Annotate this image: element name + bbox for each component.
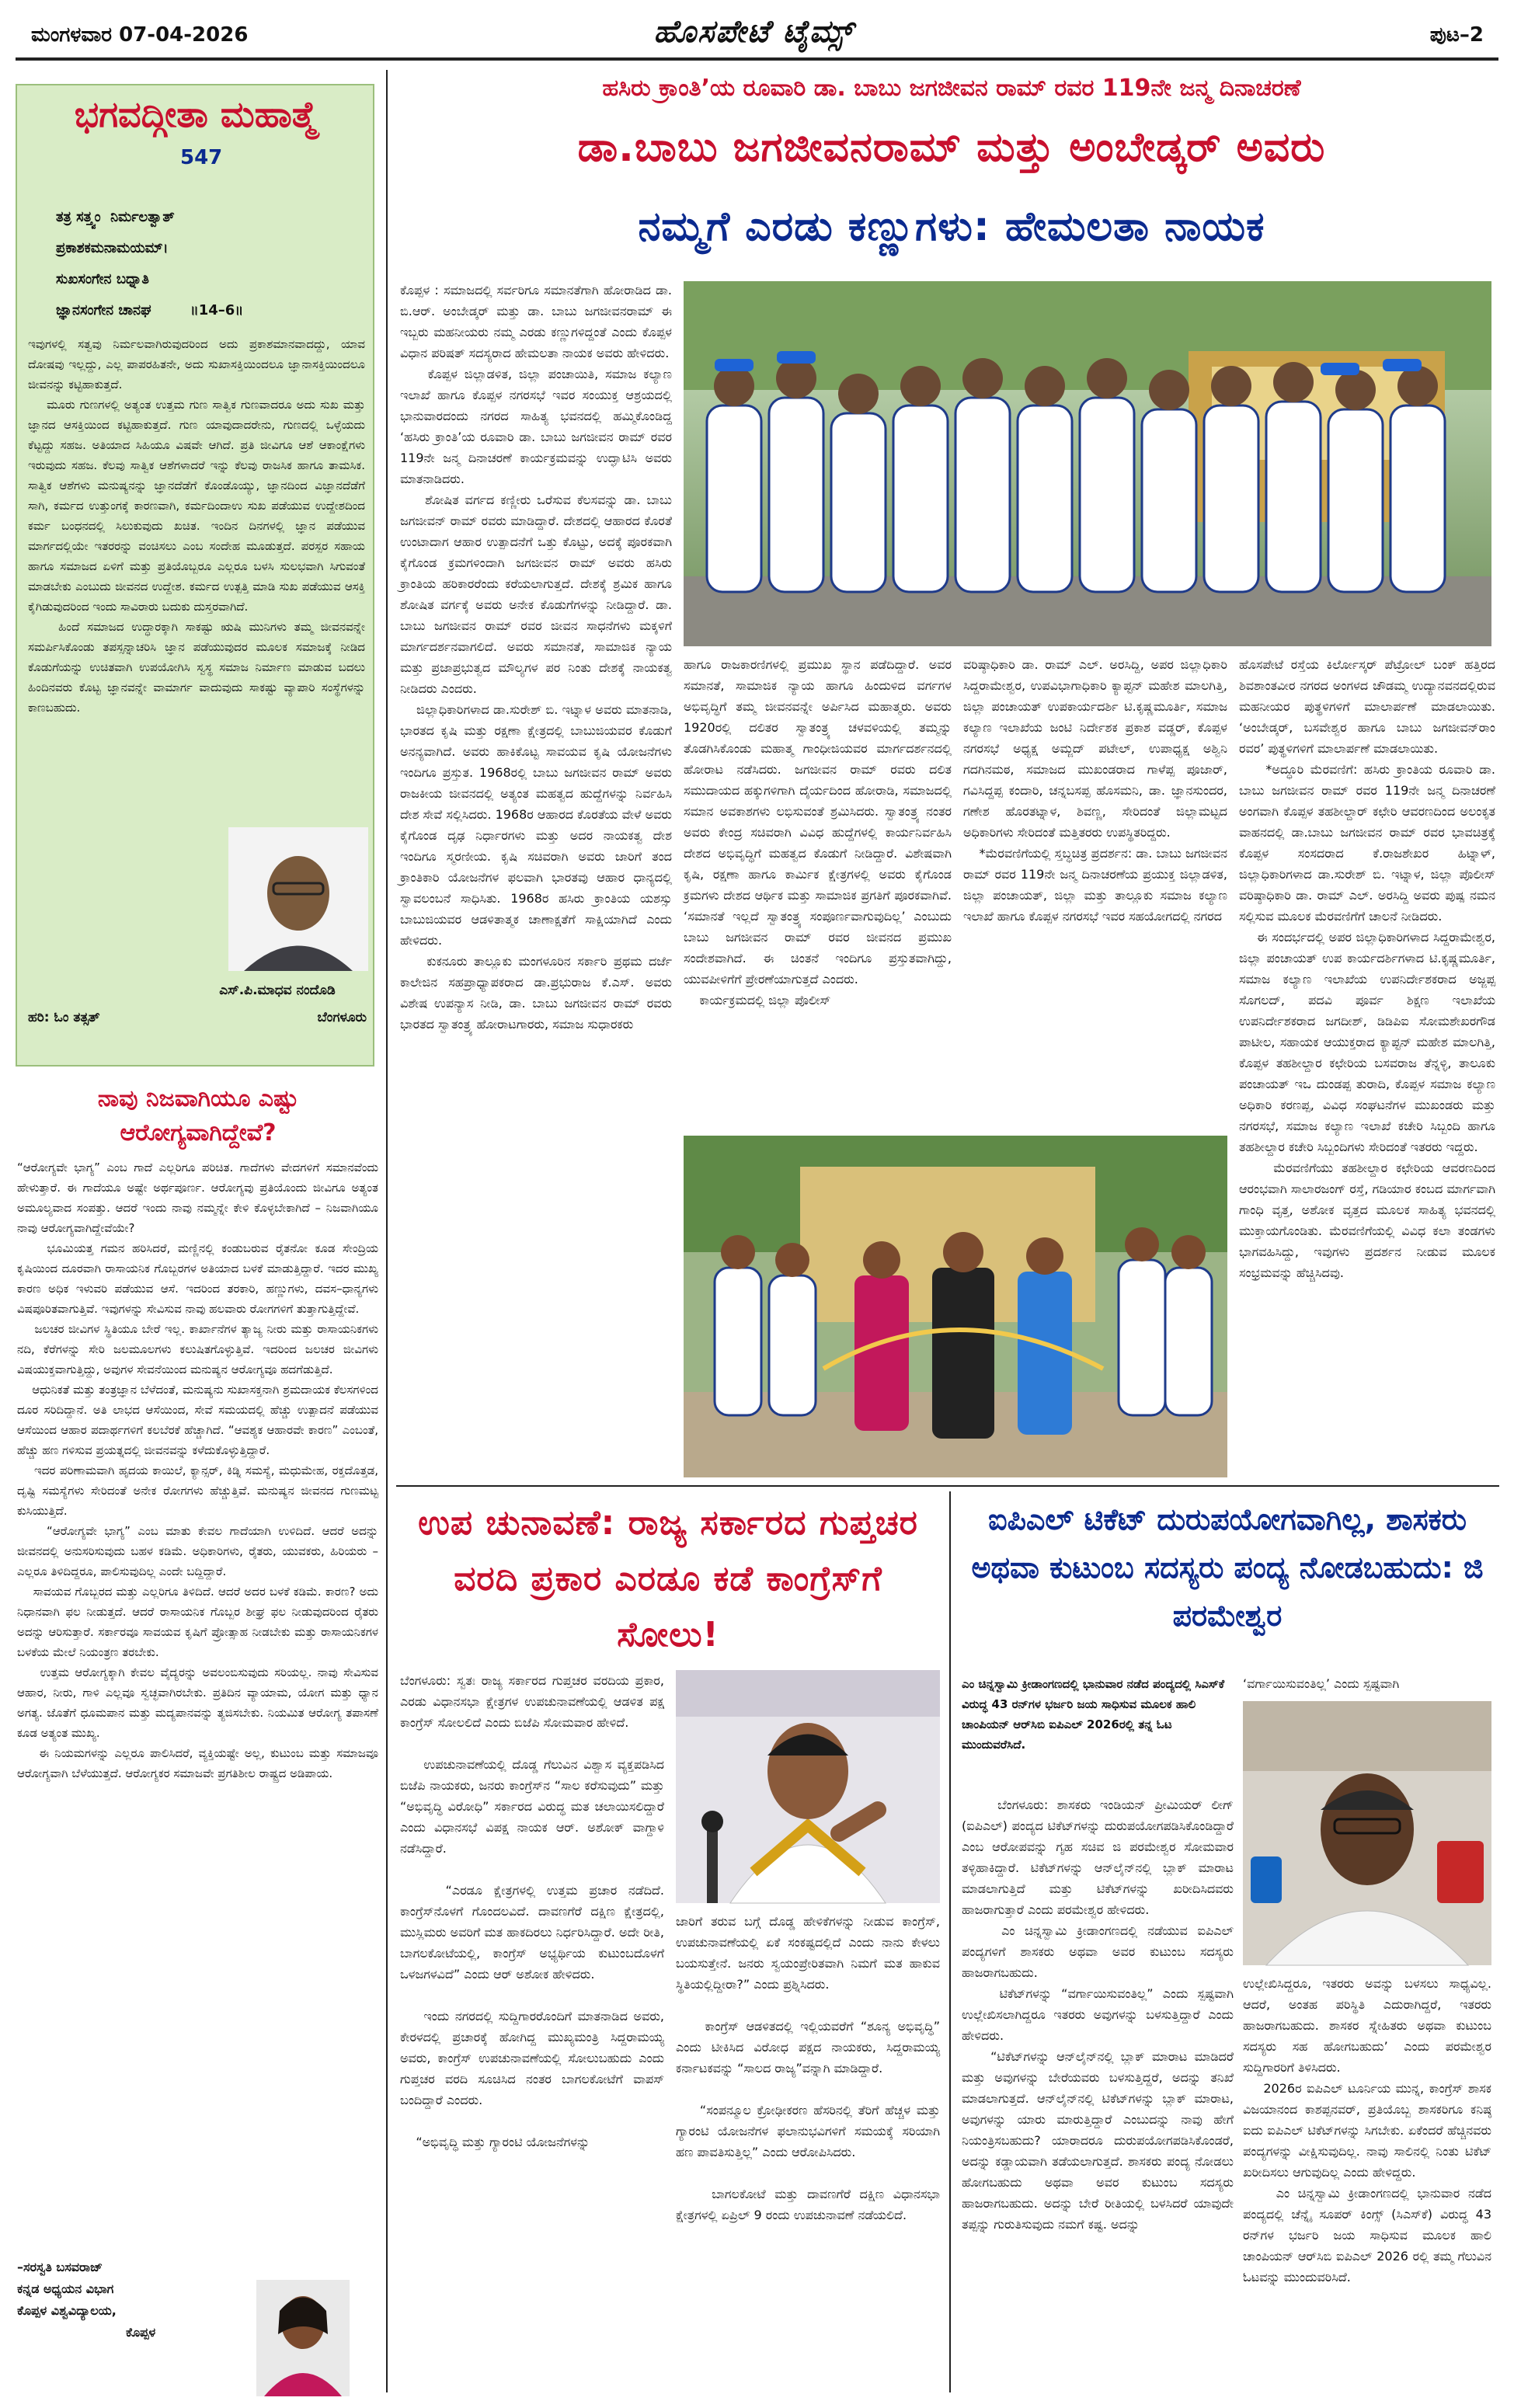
gita-author-photo	[228, 827, 368, 971]
lead-story-col-4: ಹೊಸಪೇಟೆ ರಸ್ತೆಯ ಕಿರ್ಲೋಸ್ಕರ್ ಪೆಟ್ರೋಲ್ ಬಂಕ್ ಹತ್ತಿರದ ಶಿವಶಾಂತವೀರ ನಗರದ ಅಂಗಳದ ಚೌಡಮ್ಮ ಉದ್ಯಾನವನದಲ್ಲಿರುವ ಮಹನೀಯರ ಪುತ್ಥಳಿಗಳಿಗೆ ಮಾಲಾರ್ಪಣೆ ಮಾಡಲಾಯಿತು. ‘ಅಂಬೇಡ್ಕರ್, ಬಸವೇಶ್ವರ ಹಾಗೂ ಬಾಬು ಜಗಜೀವನ್‌ರಾಂ ರವರ’ ಪುತ್ಥಳಿಗಳಿಗೆ ಮಾಲಾರ್ಪಣೆ ಮಾಡಲಾಯಿತು. *ಅದ್ಧೂರಿ ಮೆರವಣಿಗೆ: ಹಸಿರು ಕ್ರಾಂತಿಯ ರೂವಾರಿ ಡಾ. ಬಾಬು ಜಗಜೀವನ ರಾಮ್ ರವರ 119ನೇ ಜನ್ಮ ದಿನಾಚರಣೆ ಅಂಗವಾಗಿ ಕೊಪ್ಪಳ ತಹಶೀಲ್ದಾರ್ ಕಛೇರಿ ಆವರಣದಿಂದ ಅಲಂಕೃತ ವಾಹನದಲ್ಲಿ ಡಾ.ಬಾಬು ಜಗಜೀವನ ರಾಮ್ ರವರ ಭಾವಚಿತ್ರಕ್ಕೆ ಕೊಪ್ಪಳ ಸಂಸದರಾದ ಕೆ.ರಾಜಶೇಖರ ಹಿಟ್ನಾಳ್, ಜಿಲ್ಲಾಧಿಕಾರಿಗಳಾದ ಡಾ.ಸುರೇಶ್ ಬಿ. ಇಟ್ನಾಳ, ಜಿಲ್ಲಾ ಪೊಲೀಸ್ ವರಿಷ್ಠಾಧಿಕಾರಿ ಡಾ. ರಾಮ್ ಎಲ್. ಅರಸಿದ್ದಿ ಅವರು ಪುಷ್ಪ ನಮನ ಸಲ್ಲಿಸುವ ಮೂಲಕ ಮೆರವಣಿಗೆಗೆ ಚಾಲನೆ ನೀಡಿದರು. ಈ ಸಂದರ್ಭದಲ್ಲಿ ಅಪರ ಜಿಲ್ಲಾಧಿಕಾರಿಗಳಾದ ಸಿದ್ದರಾಮೇಶ್ವರ, ಜಿಲ್ಲಾ ಪಂಚಾಯತ್ ಉಪ ಕಾರ್ಯದರ್ಶಿಗಳಾದ ಟಿ.ಕೃಷ್ಣಮೂರ್ತಿ, ಸಮಾಜ ಕಲ್ಯಾಣ ಇಲಾಖೆಯ ಉಪನಿರ್ದೇಶಕರಾದ ಅಜ್ಜಪ್ಪ ಸೊಗಲದ್, ಪದವಿ ಪೂರ್ವ ಶಿಕ್ಷಣ ಇಲಾಖೆಯ ಉಪನಿರ್ದೇಶಕರಾದ ಜಗದೀಶ್, ಡಿಡಿಪಿಐ ಸೋಮಶೇಖರಗೌಡ ಪಾಟೀಲ, ಸಹಾಯಕ ಆಯುಕ್ತರಾದ ಕ್ಯಾಪ್ಟನ್ ಮಹೇಶ ಮಾಲಗಿತ್ತಿ, ಕೊಪ್ಪಳ ತಹಶೀಲ್ದಾರ ಕಛೇರಿಯ ಬಸವರಾಜ ತೆನ್ನಳ್ಳಿ, ತಾಲೂಕು ಪಂಚಾಯತ್ ಇಒ ದುಂಡಪ್ಪ ತುರಾದಿ, ಕೊಪ್ಪಳ ಸಮಾಜ ಕಲ್ಯಾಣ ಅಧಿಕಾರಿ ಕರಣಪ್ಪ, ವಿವಿಧ ಸಂಘಟನೆಗಳ ಮುಖಂಡರು ಮತ್ತು ನಗರಸಭೆ, ಸಮಾಜ ಕಲ್ಯಾಣ ಇಲಾಖೆ ಕಚೇರಿ ಸಿಬ್ಬಂದಿ ಹಾಗೂ ತಹಶೀಲ್ದಾರ ಕಚೇರಿ ಸಿಬ್ಬಂದಿಗಳು ಸೇರಿದಂತೆ ಇತರರು ಇದ್ದರು. ಮೆರವಣಿಗೆಯು ತಹಶೀಲ್ದಾರ ಕಛೇರಿಯ ಆವರಣದಿಂದ ಆರಂಭವಾಗಿ ಸಾಲಾರಜಂಗ್ ರಸ್ತೆ, ಗಡಿಯಾರ ಕಂಬದ ಮಾರ್ಗವಾಗಿ ಗಾಂಧಿ ವೃತ್ತ, ಅಶೋಕ ವೃತ್ತದ ಮೂಲಕ ಸಾಹಿತ್ಯ ಭವನದಲ್ಲಿ ಮುಕ್ತಾಯಗೊಂಡಿತು. ಮೆರವಣಿಗೆಯಲ್ಲಿ ವಿವಿಧ ಕಲಾ ತಂಡಗಳು ಭಾಗವಹಿಸಿದ್ದು, ಇವುಗಳು ಪ್ರದರ್ಶನ ನೀಡುವ ಮೂಲಕ ಸಂಭ್ರಮವನ್ನು ಹೆಚ್ಚಿಸಿದವು.	[1239, 657, 1496, 1280]
lead-story-photo-officials	[684, 281, 1491, 646]
ipl-right-top-line: ‘ವರ್ಗಾಯಿಸುವಂತಿಲ್ಲ’ ಎಂದು ಸ್ಪಷ್ಟವಾಗಿ	[1243, 1676, 1400, 1691]
gita-author-place: ಬೆಂಗಳೂರು	[317, 1010, 367, 1025]
lead-story-headline-1: ಡಾ.ಬಾಬು ಜಗಜೀವನರಾಮ್ ಮತ್ತು ಅಂಬೇಡ್ಕರ್ ಅವರು	[577, 124, 1326, 171]
byelection-col-right: ಜಾರಿಗೆ ತರುವ ಬಗ್ಗೆ ದೊಡ್ಡ ಹೇಳಿಕೆಗಳನ್ನು ನೀಡುವ ಕಾಂಗ್ರೆಸ್, ಉಪಚುನಾವಣೆಯಲ್ಲಿ ಏಕೆ ಸಂಕಷ್ಟದಲ್ಲಿದೆ ಎಂದು ನಾನು ಕೇಳಲು ಬಯಸುತ್ತೇನೆ. ಜನರು ಸ್ವಯಂಪ್ರೇರಿತವಾಗಿ ನಿಮಗೆ ಮತ ಹಾಕುವ ಸ್ಥಿತಿಯಲ್ಲಿದ್ದೀರಾ?” ಎಂದು ಪ್ರಶ್ನಿಸಿದರು. ಕಾಂಗ್ರೆಸ್ ಆಡಳಿತದಲ್ಲಿ ಇಲ್ಲಿಯವರೆಗೆ “ಶೂನ್ಯ ಅಭಿವೃದ್ಧಿ” ಎಂದು ಟೀಕಿಸಿದ ವಿರೋಧ ಪಕ್ಷದ ನಾಯಕರು, ಸಿದ್ದರಾಮಯ್ಯ ಕರ್ನಾಟಕವನ್ನು “ಸಾಲದ ರಾಜ್ಯ”ವನ್ನಾಗಿ ಮಾಡಿದ್ದಾರೆ. “ಸಂಪನ್ಮೂಲ ಕ್ರೋಢೀಕರಣ ಹೆಸರಿನಲ್ಲಿ ತೆರಿಗೆ ಹೆಚ್ಚಳ ಮತ್ತು ಗ್ಯಾರಂಟಿ ಯೋಜನೆಗಳ ಫಲಾನುಭವಿಗಳಿಗೆ ಸಮಯಕ್ಕೆ ಸರಿಯಾಗಿ ಹಣ ಪಾವತಿಸುತ್ತಿಲ್ಲ” ಎಂದು ಆರೋಪಿಸಿದರು. ಬಾಗಲಕೋಟೆ ಮತ್ತು ದಾವಣಗೆರೆ ದಕ್ಷಿಣ ವಿಧಾನಸಭಾ ಕ್ಷೇತ್ರಗಳಲ್ಲಿ ಏಪ್ರಿಲ್ 9 ರಂದು ಉಪಚುನಾವಣೆ ನಡೆಯಲಿದೆ.	[676, 1914, 940, 2222]
gita-sign-off: ಹರಿ: ಓಂ ತತ್ಸತ್	[28, 1010, 100, 1025]
middle-bottom-rule	[949, 1491, 951, 2392]
gita-author-name: ಎಸ್.ಪಿ.ಮಾಧವ ನಂದೊಡಿ	[219, 983, 336, 998]
lead-story-bottom-rule	[396, 1485, 1499, 1487]
ipl-headline: ಐಪಿಎಲ್ ಟಿಕೆಟ್ ದುರುಪಯೋಗವಾಗಿಲ್ಲ, ಶಾಸಕರು ಅಥವಾ ಕುಟುಂಬ ಸದಸ್ಯರು ಪಂದ್ಯ ನೋಡಬಹುದು: ಜಿ ಪರಮೇಶ್ವರ	[971, 1502, 1484, 1633]
lead-story-photo-procession	[684, 1136, 1227, 1477]
byelection-photo-speaker	[676, 1670, 940, 1903]
health-author-block	[17, 2257, 281, 2396]
gita-sidebar	[16, 84, 374, 1067]
byelection-headline: ಉಪ ಚುನಾವಣೆ: ರಾಜ್ಯ ಸರ್ಕಾರದ ಗುಪ್ತಚರ ವರದಿ ಪ್ರಕಾರ ಎರಡೂ ಕಡೆ ಕಾಂಗ್ರೆಸ್‌ಗೆ ಸೋಲು!	[418, 1503, 918, 1655]
gita-body: ಇವುಗಳಲ್ಲಿ ಸತ್ವವು ನಿರ್ಮಲವಾಗಿರುವುದರಿಂದ ಅದು ಪ್ರಕಾಶಮಾನವಾದದ್ದು, ಯಾವ ದೋಷವು ಇಲ್ಲದ್ದು, ಎಲ್ಲ ಪಾಪರಹಿತನೇ, ಅದು ಸುಖಾಸಕ್ತಿಯಿಂದಲೂ ಜ್ಞಾನಾಸಕ್ತಿಯಿಂದಲೂ ಜೀವನನ್ನು ಕಟ್ಟಿಹಾಕುತ್ತದೆ. ಮೂರು ಗುಣಗಳಲ್ಲಿ ಅತ್ಯಂತ ಉತ್ತಮ ಗುಣ ಸಾತ್ವಿಕ ಗುಣವಾದರೂ ಅದು ಸುಖ ಮತ್ತು ಜ್ಞಾನದ ಆಸಕ್ತಿಯಿಂದ ಕಟ್ಟಿಹಾಕುತ್ತದೆ. ಗುಣ ಯಾವುದಾದರೇನು, ಗುಣದಲ್ಲಿ ಒಳ್ಳೆಯದು ಕೆಟ್ಟದ್ದು ಸಹಜ. ಅತಿಯಾದ ಸಿಹಿಯೂ ವಿಷವೇ ಆಗಿದೆ. ಪ್ರತಿ ಜೀವಿಗೂ ಆಶೆ ಆಕಾಂಕ್ಷೆಗಳು ಇರುವುದು ಸಹಜ. ಕೆಲವು ಸಾತ್ವಿಕ ಆಶೆಗಳಾದರೆ ಇನ್ನು ಕೆಲವು ರಾಜಸಿಕ ಹಾಗೂ ತಾಮಸಿಕ. ಸಾತ್ವಿಕ ಆಶೆಗಳು ಮನುಷ್ಯನನ್ನು ಜ್ಞಾನದೆಡೆಗೆ ಕೊಂಡೊಯ್ಯು, ಜ್ಞಾನದಿಂದ ವಿಜ್ಞಾನದೆಡೆಗೆ ಸಾಗಿ, ಕರ್ಮದ ಉತ್ತುಂಗಕ್ಕೆ ಕಾರಣವಾಗಿ, ಕರ್ಮದಿಂದಾಉ ಸುಖ ಪಡೆಯುವ ಉದ್ದೇಶದಿಂದ ಕರ್ಮ ಬಂಧನದಲ್ಲಿ ಸಿಲುಕುವುದು ಖಚಿತ. ಇಂದಿನ ದಿನಗಳಲ್ಲಿ ಜ್ಞಾನ ಪಡೆಯುವ ಮಾರ್ಗದಲ್ಲಿಯೇ ಇತರರನ್ನು ವಂಚಿಸಲು ಎಂಬ ಸಂದೇಹ ಮೂಡುತ್ತದೆ. ಪರಸ್ಪರ ಸಹಾಯ ಹಾಗೂ ಸಮಾಜದ ಏಳಿಗೆ ಮತ್ತು ಪ್ರತಿಯೊಬ್ಬರೂ ಎಲ್ಲರೂ ಬಳಸಿ ಸುಲಭವಾಗಿ ಸಿಗುವಂತೆ ಮಾಡಬೇಕು ಎಂಬುದು ಜೀವನದ ಉದ್ದೇಶ. ಕರ್ಮದ ಉತ್ಪತ್ತಿ ಮಾಡಿ ಸುಖ ಪಡೆಯುವ ಆಸಕ್ತಿ ಕೈಗಿಡುವುದರಿಂದ ಇಂದು ಸಾವಿರಾರು ಬದುಕು ದುಸ್ತರವಾಗಿದೆ. ಹಿಂದೆ ಸಮಾಜದ ಉದ್ಧಾರಕ್ಕಾಗಿ ಸಾಕಷ್ಟು ಋಷಿ ಮುನಿಗಳು ತಮ್ಮ ಜೀವನವನ್ನೇ ಸಮರ್ಪಿಸಿಕೊಂಡು ತಪಸ್ಸನ್ನಾಚರಿಸಿ ಜ್ಞಾನ ಪಡೆಯುವುದರ ಮೂಲಕ ಸಮಾಜಕ್ಕೆ ನೀಡಿದ ಕೊಡುಗೆಯನ್ನು ಉಚಿತವಾಗಿ ಉಪಯೋಗಿಸಿ ಸ್ವಸ್ಥ ಸಮಾಜ ನಿರ್ಮಾಣ ಮಾಡುವ ಬದಲು ಹಿಂದಿನವರು ಕೊಟ್ಟ ಜ್ಞಾನವನ್ನೇ ವಾಮಾರ್ಗ ವಾದುವುದು ಸಾಕಷ್ಟು ವ್ಯಾಪಾರಿ ಸಂಸ್ಥೆಗಳನ್ನು ಕಾಣಬಹುದು.	[28, 337, 365, 715]
health-author-photo	[256, 2280, 350, 2396]
health-author-place: ಕೊಪ್ಪಳ	[126, 2325, 156, 2340]
masthead-date: ಮಂಗಳವಾರ 07-04-2026	[31, 23, 249, 47]
lead-story-col-2: ಹಾಗೂ ರಾಜಕಾರಣಿಗಳಲ್ಲಿ ಪ್ರಮುಖ ಸ್ಥಾನ ಪಡೆದಿದ್ದಾರೆ. ಅವರ ಸಮಾನತೆ, ಸಾಮಾಜಿಕ ನ್ಯಾಯ ಹಾಗೂ ಹಿಂದುಳಿದ ವರ್ಗಗಳ ಅಭಿವೃದ್ಧಿಗೆ ತಮ್ಮ ಜೀವನವನ್ನೇ ಅರ್ಪಿಸಿದ ಮಹಾತ್ಮರು. ಅವರು 1920ರಲ್ಲಿ ದಲಿತರ ಸ್ವಾತಂತ್ರ್ಯ ಚಳವಳಿಯಲ್ಲಿ ತಮ್ಮನ್ನು ತೊಡಗಿಸಿಕೊಂಡು ಮಹಾತ್ಮ ಗಾಂಧೀಜಿಯವರ ಮಾರ್ಗದರ್ಶನದಲ್ಲಿ ಹೋರಾಟ ನಡೆಸಿದರು. ಜಗಜೀವನ ರಾಮ್ ರವರು ದಲಿತ ಸಮುದಾಯದ ಹಕ್ಕುಗಳಿಗಾಗಿ ದೈರ್ಯದಿಂದ ಹೋರಾಡಿ, ಸಮಾಜದಲ್ಲಿ ಸಮಾನ ಅವಕಾಶಗಳು ಲಭಿಸುವಂತೆ ಶ್ರಮಿಸಿದರು. ಸ್ವಾತಂತ್ರ್ಯ ನಂತರ ಅವರು ಕೇಂದ್ರ ಸಚಿವರಾಗಿ ವಿವಿಧ ಹುದ್ದೆಗಳಲ್ಲಿ ಕಾರ್ಯನಿರ್ವಹಿಸಿ ದೇಶದ ಅಭಿವೃದ್ಧಿಗೆ ಮಹತ್ವದ ಕೊಡುಗೆ ನೀಡಿದ್ದಾರೆ. ವಿಶೇಷವಾಗಿ ಕೃಷಿ, ರಕ್ಷಣಾ ಹಾಗೂ ಕಾರ್ಮಿಕ ಕ್ಷೇತ್ರಗಳಲ್ಲಿ ಅವರು ಕೈಗೊಂಡ ಕ್ರಮಗಳು ದೇಶದ ಆರ್ಥಿಕ ಮತ್ತು ಸಾಮಾಜಿಕ ಪ್ರಗತಿಗೆ ಪೂರಕವಾಗಿವೆ. ‘ಸಮಾನತೆ ಇಲ್ಲದೆ ಸ್ವಾತಂತ್ರ್ಯ ಸಂಪೂರ್ಣವಾಗುವುದಿಲ್ಲ’ ಎಂಬುದು ಬಾಬು ಜಗಜೀವನ ರಾಮ್ ರವರ ಜೀವನದ ಪ್ರಮುಖ ಸಂದೇಶವಾಗಿದೆ. ಈ ಚಿಂತನೆ ಇಂದಿಗೂ ಪ್ರಸ್ತುತವಾಗಿದ್ದು, ಯುವಪೀಳಿಗೆಗೆ ಪ್ರೇರಣೆಯಾಗುತ್ತದೆ ಎಂದರು. ಕಾರ್ಯಕ್ರಮದಲ್ಲಿ ಜಿಲ್ಲಾ ಪೊಲೀಸ್	[684, 657, 952, 1007]
ipl-col-left: ಬೆಂಗಳೂರು: ಶಾಸಕರು ಇಂಡಿಯನ್ ಪ್ರೀಮಿಯರ್ ಲೀಗ್ (ಐಪಿಎಲ್) ಪಂದ್ಯದ ಟಿಕೆಟ್‌ಗಳನ್ನು ದುರುಪಯೋಗಪಡಿಸಿಕೊಂಡಿದ್ದಾರೆ ಎಂಬ ಆರೋಪವನ್ನು ಗೃಹ ಸಚಿವ ಜಿ ಪರಮೇಶ್ವರ ಸೋಮವಾರ ತಳ್ಳಿಹಾಕಿದ್ದಾರೆ. ಟಿಕೆಟ್‌ಗಳನ್ನು ಆನ್‌ಲೈನ್‌ನಲ್ಲಿ ಬ್ಲಾಕ್ ಮಾರಾಟ ಮಾಡಲಾಗುತ್ತಿದೆ ಮತ್ತು ಟಿಕೆಟ್‌ಗಳನ್ನು ಖರೀದಿಸಿದವರು ಹಾಜರಾಗುತ್ತಾರೆ ಎಂದು ಪರಮೇಶ್ವರ ಹೇಳಿದರು. ಎಂ ಚಿನ್ನಸ್ವಾಮಿ ಕ್ರೀಡಾಂಗಣದಲ್ಲಿ ನಡೆಯುವ ಐಪಿಎಲ್ ಪಂದ್ಯಗಳಿಗೆ ಶಾಸಕರು ಅಥವಾ ಅವರ ಕುಟುಂಬ ಸದಸ್ಯರು ಹಾಜರಾಗಬಹುದು. ಟಿಕೆಟ್‌ಗಳನ್ನು “ವರ್ಗಾಯಿಸುವಂತಿಲ್ಲ” ಎಂದು ಸ್ಪಷ್ಟವಾಗಿ ಉಲ್ಲೇಖಿಸಲಾಗಿದ್ದರೂ ಇತರರು ಅವುಗಳನ್ನು ಬಳಸುತ್ತಿದ್ದಾರೆ ಎಂದು ಹೇಳಿದರು. “ಟಿಕೆಟ್‌ಗಳನ್ನು ಆನ್‌ಲೈನ್‌ನಲ್ಲಿ ಬ್ಲಾಕ್ ಮಾರಾಟ ಮಾಡಿದರೆ ಮತ್ತು ಅವುಗಳನ್ನು ಬೇರೆಯವರು ಬಳಸುತ್ತಿದ್ದರೆ, ಅದನ್ನು ತನಿಖೆ ಮಾಡಲಾಗುತ್ತದೆ. ಆನ್‌ಲೈನ್‌ನಲ್ಲಿ ಟಿಕೆಟ್‌ಗಳನ್ನು ಬ್ಲಾಕ್ ಮಾರಾಟ, ಅವುಗಳನ್ನು ಯಾರು ಮಾರುತ್ತಿದ್ದಾರೆ ಎಂಬುದನ್ನು ನಾವು ಹೇಗೆ ನಿಯಂತ್ರಿಸಬಹುದು? ಯಾರಾದರೂ ದುರುಪಯೋಗಪಡಿಸಿಕೊಂಡರೆ, ಅದನ್ನು ಕಡ್ಡಾಯವಾಗಿ ತಡೆಯಲಾಗುತ್ತದೆ. ಶಾಸಕರು ಪಂದ್ಯ ನೋಡಲು ಹೋಗಬಹುದು ಅಥವಾ ಅವರ ಕುಟುಂಬ ಸದಸ್ಯರು ಹಾಜರಾಗಬಹುದು. ಅದನ್ನು ಬೇರೆ ರೀತಿಯಲ್ಲಿ ಬಳಸಿದರೆ ಯಾವುದೇ ತಪ್ಪನ್ನು ಗುರುತಿಸುವುದು ನಮಗೆ ಕಷ್ಟ. ಅದನ್ನು	[962, 1797, 1234, 2232]
lead-story-kicker: ಹಸಿರು ಕ್ರಾಂತಿ’ಯ ರೂವಾರಿ ಡಾ. ಬಾಬು ಜಗಜೀವನ ರಾಮ್ ರವರ 119ನೇ ಜನ್ಮ ದಿನಾಚರಣೆ	[602, 75, 1301, 102]
byelection-col-left: ಬೆಂಗಳೂರು: ಸ್ವತಃ ರಾಜ್ಯ ಸರ್ಕಾರದ ಗುಪ್ತಚರ ವರದಿಯ ಪ್ರಕಾರ, ಎರಡು ವಿಧಾನಸಭಾ ಕ್ಷೇತ್ರಗಳ ಉಪಚುನಾವಣೆಯಲ್ಲಿ ಆಡಳಿತ ಪಕ್ಷ ಕಾಂಗ್ರೆಸ್ ಸೋಲಲಿದೆ ಎಂದು ಬಿಜೆಪಿ ಸೋಮವಾರ ಹೇಳಿದೆ. ಉಪಚುನಾವಣೆಯಲ್ಲಿ ದೊಡ್ಡ ಗೆಲುವಿನ ವಿಶ್ವಾಸ ವ್ಯಕ್ತಪಡಿಸಿದ ಬಿಜೆಪಿ ನಾಯಕರು, ಜನರು ಕಾಂಗ್ರೆಸ್‌ನ “ಸಾಲ ಕರೆಸುವುದು” ಮತ್ತು “ಅಭಿವೃದ್ಧಿ ವಿರೋಧಿ” ಸರ್ಕಾರದ ವಿರುದ್ಧ ಮತ ಚಲಾಯಿಸಲಿದ್ದಾರೆ ಎಂದು ವಿಧಾನಸಭೆ ವಿಪಕ್ಷ ನಾಯಕ ಆರ್. ಅಶೋಕ್ ವಾಗ್ದಾಳಿ ನಡೆಸಿದ್ದಾರೆ. “ಎರಡೂ ಕ್ಷೇತ್ರಗಳಲ್ಲಿ ಉತ್ತಮ ಪ್ರಚಾರ ನಡೆದಿದೆ. ಕಾಂಗ್ರೆಸ್‌ನೊಳಗೆ ಗೊಂದಲವಿದೆ. ದಾವಣಗೆರೆ ದಕ್ಷಿಣ ಕ್ಷೇತ್ರದಲ್ಲಿ, ಮುಸ್ಲಿಮರು ಅವರಿಗೆ ಮತ ಹಾಕದಿರಲು ನಿರ್ಧರಿಸಿದ್ದಾರೆ. ಅದೇ ರೀತಿ, ಬಾಗಲಕೋಟೆಯಲ್ಲಿ, ಕಾಂಗ್ರೆಸ್ ಅಭ್ಯರ್ಥಿಯ ಕುಟುಂಬದೊಳಗೆ ಒಳಜಗಳವಿದೆ” ಎಂದು ಆರ್ ಅಶೋಕ ಹೇಳಿದರು. ಇಂದು ನಗರದಲ್ಲಿ ಸುದ್ದಿಗಾರರೊಂದಿಗೆ ಮಾತನಾಡಿದ ಅವರು, ಕೇರಳದಲ್ಲಿ ಪ್ರಚಾರಕ್ಕೆ ಹೋಗಿದ್ದ ಮುಖ್ಯಮಂತ್ರಿ ಸಿದ್ದರಾಮಯ್ಯ ಅವರು, ಕಾಂಗ್ರೆಸ್ ಉಪಚುನಾವಣೆಯಲ್ಲಿ ಸೋಲುಬಹುದು ಎಂದು ಗುಪ್ತಚರ ವರದಿ ಸೂಚಿಸಿದ ನಂತರ ಬಾಗಲಕೋಟೆಗೆ ವಾಪಸ್ ಬಂದಿದ್ದಾರೆ ಎಂದರು. “ಅಭಿವೃದ್ಧಿ ಮತ್ತು ಗ್ಯಾರಂಟಿ ಯೋಜನೆಗಳನ್ನು	[400, 1673, 665, 2149]
health-article-body: “ಆರೋಗ್ಯವೇ ಭಾಗ್ಯ” ಎಂಬ ಗಾದೆ ಎಲ್ಲರಿಗೂ ಪರಿಚಿತ. ಗಾದೆಗಳು ವೇದಗಳಿಗೆ ಸಮಾನವೆಂದು ಹೇಳುತ್ತಾರೆ. ಈ ಗಾದೆಯೂ ಅಷ್ಟೇ ಅರ್ಥಪೂರ್ಣ. ಆರೋಗ್ಯವು ಪ್ರತಿಯೊಂದು ಜೀವಿಗೂ ಅತ್ಯಂತ ಅಮೂಲ್ಯವಾದ ಸಂಪತ್ತು. ಆದರೆ ಇಂದು ನಾವು ನಮ್ಮನ್ನೇ ಕೇಳಿ ಕೊಳ್ಳಬೇಕಾಗಿದೆ – ನಿಜವಾಗಿಯೂ ನಾವು ಆರೋಗ್ಯವಾಗಿದ್ದೇವೆಯೇ? ಭೂಮಿಯತ್ತ ಗಮನ ಹರಿಸಿದರೆ, ಮಣ್ಣಿನಲ್ಲಿ ಕಂಡುಬರುವ ರೈತನೋ ಕೂಡ ಸೇಂದ್ರಿಯ ಕೃಷಿಯಿಂದ ದೂರವಾಗಿ ರಾಸಾಯನಿಕ ಗೊಬ್ಬರಗಳ ಅತಿಯಾದ ಬಳಕೆ ಮಾಡುತ್ತಿದ್ದಾರೆ. ಇದರ ಮುಖ್ಯ ಕಾರಣ ಅಧಿಕ ಇಳುವರಿ ಪಡೆಯುವ ಆಸೆ. ಇದರಿಂದ ತರಕಾರಿ, ಹಣ್ಣುಗಳು, ದವಸ–ಧಾನ್ಯಗಳು ವಿಷಪೂರಿತವಾಗುತ್ತಿವೆ. ಇವುಗಳನ್ನು ಸೇವಿಸುವ ನಾವು ಹಲವಾರು ರೋಗಗಳಿಗೆ ತುತ್ತಾಗುತ್ತಿದ್ದೇವೆ. ಜಲಚರ ಜೀವಿಗಳ ಸ್ಥಿತಿಯೂ ಬೇರೆ ಇಲ್ಲ. ಕಾರ್ಖಾನೆಗಳ ತ್ಯಾಜ್ಯ ನೀರು ಮತ್ತು ರಾಸಾಯನಿಕಗಳು ನದಿ, ಕೆರೆಗಳನ್ನು ಸೇರಿ ಜಲಮೂಲಗಳು ಕಲುಷಿತಗೊಳ್ಳುತ್ತಿವೆ. ಇದರಿಂದ ಜಲಚರ ಜೀವಿಗಳು ವಿಷಯುಕ್ತವಾಗುತ್ತಿದ್ದು, ಅವುಗಳ ಸೇವನೆಯಿಂದ ಮನುಷ್ಯನ ಆರೋಗ್ಯವೂ ಹದಗೆಡುತ್ತಿದೆ. ಆಧುನಿಕತೆ ಮತ್ತು ತಂತ್ರಜ್ಞಾನ ಬೆಳೆದಂತೆ, ಮನುಷ್ಯನು ಸುಖಾಸಕ್ತನಾಗಿ ಶ್ರಮದಾಯಕ ಕೆಲಸಗಳಿಂದ ದೂರ ಸರಿದಿದ್ದಾನೆ. ಅತಿ ಲಾಭದ ಆಸೆಯಿಂದ, ಸೇವೆ ಸಮಯದಲ್ಲಿ ಹೆಚ್ಚು ಉತ್ಪಾದನೆ ಪಡೆಯುವ ಆಸೆಯಿಂದ ಆಹಾರ ಪದಾರ್ಥಗಳಿಗೆ ಕಲಬೆರಕೆ ಹೆಚ್ಚಾಗಿದೆ. “ಆವಶ್ಯಕ ಆಹಾರವೇ ಕಾರಣ” ಎಂಬಂತೆ, ಹೆಚ್ಚು ಹಣ ಗಳಿಸುವ ಪ್ರಯತ್ನದಲ್ಲಿ ಜೀವನವನ್ನು ಕಳೆದುಕೊಳ್ಳುತ್ತಿದ್ದಾರೆ. ಇದರ ಪರಿಣಾಮವಾಗಿ ಹೃದಯ ಕಾಯಿಲೆ, ಕ್ಯಾನ್ಸರ್, ಕಿಡ್ನಿ ಸಮಸ್ಯೆ, ಮಧುಮೇಹ, ರಕ್ತದೊತ್ತಡ, ದೃಷ್ಟಿ ಸಮಸ್ಯೆಗಳು ಸೇರಿದಂತೆ ಅನೇಕ ರೋಗಗಳು ಹೆಚ್ಚುತ್ತಿವೆ. ಮನುಷ್ಯನ ಜೀವನದ ಗುಣಮಟ್ಟ ಕುಸಿಯುತ್ತಿದೆ. “ಆರೋಗ್ಯವೇ ಭಾಗ್ಯ” ಎಂಬ ಮಾತು ಕೇವಲ ಗಾದೆಯಾಗಿ ಉಳಿದಿದೆ. ಆದರೆ ಅದನ್ನು ಜೀವನದಲ್ಲಿ ಅನುಸರಿಸುವುದು ಬಹಳ ಕಡಿಮೆ. ಅಧಿಕಾರಿಗಳು, ರೈತರು, ಯುವಕರು, ಹಿರಿಯರು – ಎಲ್ಲರೂ ತಿಳಿದಿದ್ದರೂ, ಪಾಲಿಸುವುದಿಲ್ಲ ಎಂದೇ ಬದ್ದಿದ್ದಾರೆ. ಸಾವಯವ ಗೊಬ್ಬರದ ಮತ್ತು ಎಲ್ಲರಿಗೂ ತಿಳಿದಿದೆ. ಆದರೆ ಅದರ ಬಳಕೆ ಕಡಿಮೆ. ಕಾರಣ? ಅದು ನಿಧಾನವಾಗಿ ಫಲ ನೀಡುತ್ತದೆ. ಆದರೆ ರಾಸಾಯನಿಕ ಗೊಬ್ಬರ ಶೀಘ್ರ ಫಲ ನೀಡುವುದರಿಂದ ರೈತರು ಅದನ್ನು ಆರಿಸುತ್ತಾರೆ. ಸರ್ಕಾರವೂ ಸಾವಯವ ಕೃಷಿಗೆ ಪ್ರೋತ್ಸಾಹ ನೀಡಬೇಕು ಮತ್ತು ರಾಸಾಯನಿಕಗಳ ಬಳಕೆಯ ಮೇಲೆ ನಿಯಂತ್ರಣ ತರಬೇಕು. ಉತ್ತಮ ಆರೋಗ್ಯಕ್ಕಾಗಿ ಕೇವಲ ವೈದ್ಯರನ್ನು ಅವಲಂಬಿಸುವುದು ಸರಿಯಲ್ಲ. ನಾವು ಸೇವಿಸುವ ಆಹಾರ, ನೀರು, ಗಾಳಿ ಎಲ್ಲವೂ ಸ್ವಚ್ಛವಾಗಿರಬೇಕು. ಪ್ರತಿದಿನ ವ್ಯಾಯಾಮ, ಯೋಗ ಮತ್ತು ಧ್ಯಾನ ಅಗತ್ಯ. ಜೊತೆಗೆ ಧೂಮಪಾನ ಮತ್ತು ಮದ್ಯಪಾನವನ್ನು ತ್ಯಜಿಸಬೇಕು. ನಿಯಮಿತ ಆರೋಗ್ಯ ತಪಾಸಣೆ ಕೂಡ ಅತ್ಯಂತ ಮುಖ್ಯ. ಈ ನಿಯಮಗಳನ್ನು ಎಲ್ಲರೂ ಪಾಲಿಸಿದರೆ, ವ್ಯಕ್ತಿಯಷ್ಟೇ ಅಲ್ಲ, ಕುಟುಂಬ ಮತ್ತು ಸಮಾಜವೂ ಆರೋಗ್ಯವಾಗಿ ಬೆಳೆಯುತ್ತದೆ. ಆರೋಗ್ಯಕರ ಸಮಾಜವೇ ಪ್ರಗತಿಶೀಲ ರಾಷ್ಟ್ರದ ಅಡಿಪಾಯ.	[17, 1161, 379, 1780]
lead-story-col-1: ಕೊಪ್ಪಳ : ಸಮಾಜದಲ್ಲಿ ಸರ್ವರಿಗೂ ಸಮಾನತೆಗಾಗಿ ಹೋರಾಡಿದ ಡಾ. ಬಿ.ಆರ್. ಅಂಬೇಡ್ಕರ್ ಮತ್ತು ಡಾ. ಬಾಬು ಜಗಜೀವನರಾಮ್ ಈ ಇಬ್ಬರು ಮಹನೀಯರು ನಮ್ಮ ಎರಡು ಕಣ್ಣುಗಳಿದ್ದಂತೆ ಎಂದು ಕೊಪ್ಪಳ ವಿಧಾನ ಪರಿಷತ್ ಸದಸ್ಯರಾದ ಹೇಮಲತಾ ನಾಯಕ ಅವರು ಹೇಳಿದರು. ಕೊಪ್ಪಳ ಜಿಲ್ಲಾಡಳಿತ, ಜಿಲ್ಲಾ ಪಂಚಾಯಿತಿ, ಸಮಾಜ ಕಲ್ಯಾಣ ಇಲಾಖೆ ಹಾಗೂ ಕೊಪ್ಪಳ ನಗರಸಭೆ ಇವರ ಸಂಯುಕ್ತ ಆಶ್ರಯದಲ್ಲಿ ಭಾನುವಾರದಂದು ನಗರದ ಸಾಹಿತ್ಯ ಭವನದಲ್ಲಿ ಹಮ್ಮಿಕೊಂಡಿದ್ದ ‘ಹಸಿರು ಕ್ರಾಂತಿ’ಯ ರೂವಾರಿ ಡಾ. ಬಾಬು ಜಗಜೀವನ ರಾಮ್ ರವರ 119ನೇ ಜನ್ಮ ದಿನಾಚರಣೆ ಕಾರ್ಯಕ್ರಮವನ್ನು ಉದ್ಘಾಟಿಸಿ ಅವರು ಮಾತನಾಡಿದರು. ಶೋಷಿತ ವರ್ಗದ ಕಣ್ಣೀರು ಒರೆಸುವ ಕೆಲಸವನ್ನು ಡಾ. ಬಾಬು ಜಗಜೀವನ್ ರಾಮ್ ರವರು ಮಾಡಿದ್ದಾರೆ. ದೇಶದಲ್ಲಿ ಆಹಾರದ ಕೊರತೆ ಉಂಟಾದಾಗ ಆಹಾರ ಉತ್ಪಾದನೆಗೆ ಒತ್ತು ಕೊಟ್ಟು, ಅದಕ್ಕೆ ಪೂರಕವಾಗಿ ಕೈಗೊಂಡ ಕ್ರಮಗಳಿಂದಾಗಿ ಜಗಜೀವನ ರಾಮ್ ಅವರು ಹಸಿರು ಕ್ರಾಂತಿಯ ಹರಿಕಾರರೆಂದು ಕರೆಯಲಾಗುತ್ತದೆ. ದೇಶಕ್ಕೆ ಶ್ರಮಿಕ ಹಾಗೂ ಶೋಷಿತ ವರ್ಗಕ್ಕೆ ಅವರು ಅನೇಕ ಕೊಡುಗೆಗಳನ್ನು ನೀಡಿದ್ದಾರೆ. ಡಾ. ಬಾಬು ಜಗಜೀವನ ರಾಮ್ ರವರ ಜೀವನ ಸಾಧನೆಗಳು ಮಕ್ಕಳಿಗೆ ಮಾರ್ಗದರ್ಶನವಾಗಲಿದೆ. ಅವರು ಸಮಾನತೆ, ಸಾಮಾಜಿಕ ನ್ಯಾಯ ಮತ್ತು ಪ್ರಜಾಪ್ರಭುತ್ವದ ಮೌಲ್ಯಗಳ ಪರ ನಿಂತು ದೇಶಕ್ಕೆ ನಾಯಕತ್ವ ನೀಡಿದರು ಎಂದರು. ಜಿಲ್ಲಾಧಿಕಾರಿಗಳಾದ ಡಾ.ಸುರೇಶ್ ಬಿ. ಇಟ್ನಾಳ ಅವರು ಮಾತನಾಡಿ, ಭಾರತದ ಕೃಷಿ ಮತ್ತು ರಕ್ಷಣಾ ಕ್ಷೇತ್ರದಲ್ಲಿ ಬಾಬುಜಿಯವರ ಕೊಡುಗೆ ಅನನ್ಯವಾಗಿದೆ. ಅವರು ಹಾಕಿಕೊಟ್ಟ ಸಾವಯವ ಕೃಷಿ ಯೋಜನೆಗಳು ಇಂದಿಗೂ ಪ್ರಸ್ತುತ. 1968ರಲ್ಲಿ ಬಾಬು ಜಗಜೀವನ ರಾಮ್ ಅವರು ರಾಜಕೀಯ ಜೀವನದಲ್ಲಿ ಅತ್ಯಂತ ಮಹತ್ವದ ಹುದ್ದೆಗಳನ್ನು ನಿರ್ವಹಿಸಿ ದೇಶ ಸೇವೆ ಸಲ್ಲಿಸಿದರು. 1968ರ ಆಹಾರದ ಕೊರತೆಯ ವೇಳೆ ಅವರು ಕೈಗೊಂಡ ದೃಢ ನಿರ್ಧಾರಗಳು ಮತ್ತು ಅದರ ನಾಯಕತ್ವ ದೇಶ ಇಂದಿಗೂ ಸ್ಮರಣೀಯ. ಕೃಷಿ ಸಚಿವರಾಗಿ ಅವರು ಜಾರಿಗೆ ತಂದ ಕ್ರಾಂತಿಕಾರಿ ಯೋಜನೆಗಳ ಫಲವಾಗಿ ಭಾರತವು ಆಹಾರ ಧಾನ್ಯದಲ್ಲಿ ಸ್ವಾವಲಂಬನೆ ಸಾಧಿಸಿತು. 1968ರ ಹಸಿರು ಕ್ರಾಂತಿಯ ಯಶಸ್ಸು ಬಾಬುಜಿಯವರ ಆಡಳಿತಾತ್ಮಕ ಚಾಣಾಕ್ಷತೆಗೆ ಸಾಕ್ಷಿಯಾಗಿದೆ ಎಂದು ಹೇಳಿದರು. ಕುಕನೂರು ತಾಲ್ಲೂಕು ಮಂಗಳೂರಿನ ಸರ್ಕಾರಿ ಪ್ರಥಮ ದರ್ಜೆ ಕಾಲೇಜಿನ ಸಹಪ್ರಾಧ್ಯಾಪಕರಾದ ಡಾ.ಪ್ರಭುರಾಜ ಕೆ.ಎಸ್. ಅವರು ವಿಶೇಷ ಉಪನ್ಯಾಸ ನೀಡಿ, ಡಾ. ಬಾಬು ಜಗಜೀವನ ರಾಮ್ ರವರು ಭಾರತದ ಸ್ವಾತಂತ್ರ್ಯ ಹೋರಾಟಗಾರರು, ಸಮಾಜ ಸುಧಾರಕರು	[400, 283, 673, 1032]
ipl-col-right: ಉಲ್ಲೇಖಿಸಿದ್ದರೂ, ಇತರರು ಅವನ್ನು ಬಳಸಲು ಸಾಧ್ಯವಿಲ್ಲ. ಆದರೆ, ಅಂತಹ ಪರಿಸ್ಥಿತಿ ಎದುರಾಗಿದ್ದರೆ, ಇತರರು ಹಾಜರಾಗಬಹುದು. ಶಾಸಕರ ಸ್ನೇಹಿತರು ಅಥವಾ ಕುಟುಂಬ ಸದಸ್ಯರು ಸಹ ಹೋಗಬಹುದು’ ಎಂದು ಪರಮೇಶ್ವರ ಸುದ್ದಿಗಾರರಿಗೆ ತಿಳಿಸಿದರು. 2026ರ ಐಪಿಎಲ್ ಟೂರ್ನಿಯ ಮುನ್ನ, ಕಾಂಗ್ರೆಸ್ ಶಾಸಕ ವಿಜಯಾನಂದ ಕಾಶಪ್ಪನವರ್, ಪ್ರತಿಯೊಬ್ಬ ಶಾಸಕರಿಗೂ ಕನಿಷ್ಠ ಐದು ಐಪಿಎಲ್ ಟಿಕೆಟ್‌ಗಳನ್ನು ಸಿಗಬೇಕು. ಏಕೆಂದರೆ ಹೆಚ್ಚಿನವರು ಪಂದ್ಯಗಳನ್ನು ವೀಕ್ಷಿಸುವುದಿಲ್ಲ. ನಾವು ಸಾಲಿನಲ್ಲಿ ನಿಂತು ಟಿಕೆಟ್ ಖರೀದಿಸಲು ಆಗುವುದಿಲ್ಲ ಎಂದು ಹೇಳಿದ್ದರು. ಎಂ ಚಿನ್ನಸ್ವಾಮಿ ಕ್ರೀಡಾಂಗಣದಲ್ಲಿ ಭಾನುವಾರ ನಡೆದ ಪಂದ್ಯದಲ್ಲಿ ಚೆನ್ನೈ ಸೂಪರ್ ಕಿಂಗ್ಸ್ (ಸಿಎಸ್‌ಕೆ) ವಿರುದ್ಧ 43 ರನ್‌ಗಳ ಭರ್ಜರಿ ಜಯ ಸಾಧಿಸುವ ಮೂಲಕ ಹಾಲಿ ಚಾಂಪಿಯನ್ ಆರ್‌ಸಿಬಿ ಐಪಿಎಲ್ 2026 ರಲ್ಲಿ ತಮ್ಮ ಗೆಲುವಿನ ಓಟವನ್ನು ಮುಂದುವರಿಸಿದೆ.	[1243, 1976, 1492, 2284]
masthead-rule	[16, 57, 1498, 61]
lead-story-headline-2: ನಮ್ಮಗೆ ಎರಡು ಕಣ್ಣುಗಳು: ಹೇಮಲತಾ ನಾಯಕ	[638, 204, 1265, 250]
ipl-photo-minister	[1243, 1701, 1491, 1965]
ipl-summary: ಎಂ ಚಿನ್ನಸ್ವಾಮಿ ಕ್ರೀಡಾಂಗಣದಲ್ಲಿ ಭಾನುವಾರ ನಡೆದ ಪಂದ್ಯದಲ್ಲಿ ಸಿಎಸ್‌ಕೆ ವಿರುದ್ಧ 43 ರನ್‌ಗಳ ಭರ್ಜರಿ ಜಯ ಸಾಧಿಸುವ ಮೂಲಕ ಹಾಲಿ ಚಾಂಪಿಯನ್ ಆರ್‌ಸಿಬಿ ಐಪಿಎಲ್ 2026ರಲ್ಲಿ ತನ್ನ ಓಟ ಮುಂದುವರೆಸಿದೆ.	[962, 1677, 1225, 1752]
gita-title: ಭಗವದ್ಗೀತಾ ಮಹಾತ್ಮೆ	[74, 93, 318, 135]
gita-shloka: ತತ್ರ ಸತ್ತ್ವಂ ನಿರ್ಮಲತ್ವಾತ್ ಪ್ರಕಾಶಕಮನಾಮಯಮ್। ಸುಖಸಂಗೇನ ಬಧ್ನಾತಿ ಜ್ಞಾನಸಂಗೇನ ಚಾನಘ ॥14–6॥	[56, 209, 244, 318]
masthead-paper-name: ಹೊಸಪೇಟೆ ಟೈಮ್ಸ್	[653, 14, 854, 50]
health-article-title: ನಾವು ನಿಜವಾಗಿಯೂ ಎಷ್ಟು ಆರೋಗ್ಯವಾಗಿದ್ದೇವೆ?	[97, 1085, 299, 1147]
masthead	[0, 0, 1514, 62]
health-author-name: –ಸರಸ್ವತಿ ಬಸವರಾಜ್	[17, 2260, 103, 2274]
health-author-dept: ಕನ್ನಡ ಅಧ್ಯಯನ ವಿಭಾಗ	[17, 2281, 114, 2296]
left-column-rule	[386, 70, 388, 2392]
masthead-page-number: ಪುಟ–2	[1429, 23, 1484, 47]
lead-story-col-3: ವರಿಷ್ಠಾಧಿಕಾರಿ ಡಾ. ರಾಮ್ ಎಲ್. ಅರಸಿದ್ದಿ, ಅಪರ ಜಿಲ್ಲಾಧಿಕಾರಿ ಸಿದ್ದರಾಮೇಶ್ವರ, ಉಪವಿಭಾಗಾಧಿಕಾರಿ ಕ್ಯಾಪ್ಟನ್ ಮಹೇಶ ಮಾಲಗಿತ್ತಿ, ಜಿಲ್ಲಾ ಪಂಚಾಯತ್ ಉಪಕಾರ್ಯದರ್ಶಿ ಟಿ.ಕೃಷ್ಣಮೂರ್ತಿ, ಸಮಾಜ ಕಲ್ಯಾಣ ಇಲಾಖೆಯ ಜಂಟಿ ನಿರ್ದೇಶಕ ಪ್ರಕಾಶ ವಡ್ಡರ್, ಕೊಪ್ಪಳ ನಗರಸಭೆ ಅಧ್ಯಕ್ಷ ಅಮ್ಜದ್ ಪಟೇಲ್, ಉಪಾಧ್ಯಕ್ಷ ಅಶ್ವಿನಿ ಗದಗಿನಮಠ, ಸಮಾಜದ ಮುಖಂಡರಾದ ಗಾಳೆಪ್ಪ ಪೂಜಾರ್, ಗವಿಸಿದ್ದಪ್ಪ ಕಂದಾರಿ, ಚನ್ನಬಸಪ್ಪ ಹೊಸಮನಿ, ಡಾ. ಜ್ಞಾನಸುಂದರ, ಗಣೇಶ ಹೊರತಟ್ನಾಳ, ಶಿವಣ್ಣ, ಸೇರಿದಂತೆ ಜಿಲ್ಲಾಮಟ್ಟದ ಅಧಿಕಾರಿಗಳು ಸೇರಿದಂತೆ ಮತ್ತಿತರರು ಉಪಸ್ಥಿತರಿದ್ದರು. *ಮೆರವಣಿಗೆಯಲ್ಲಿ ಸ್ತಬ್ಧಚಿತ್ರ ಪ್ರದರ್ಶನ: ಡಾ. ಬಾಬು ಜಗಜೀವನ ರಾಮ್ ರವರ 119ನೇ ಜನ್ಮ ದಿನಾಚರಣೆಯ ಪ್ರಯುಕ್ತ ಜಿಲ್ಲಾಡಳಿತ, ಜಿಲ್ಲಾ ಪಂಚಾಯತ್, ಜಿಲ್ಲಾ ಮತ್ತು ತಾಲ್ಲೂಕು ಸಮಾಜ ಕಲ್ಯಾಣ ಇಲಾಖೆ ಹಾಗೂ ಕೊಪ್ಪಳ ನಗರಸಭೆ ಇವರ ಸಹಯೋಗದಲ್ಲಿ ನಗರದ	[963, 657, 1227, 924]
gita-number: 547	[180, 146, 223, 169]
health-author-univ: ಕೊಪ್ಪಳ ವಿಶ್ವವಿದ್ಯಾಲಯ,	[17, 2303, 117, 2318]
